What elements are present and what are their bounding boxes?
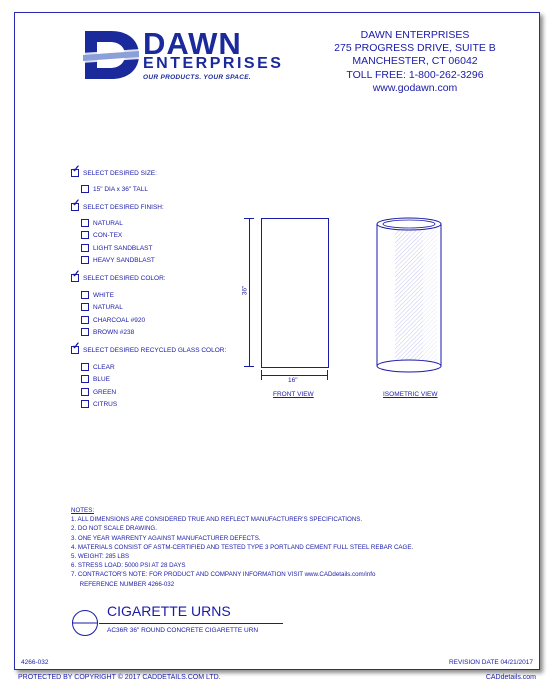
title-block [71,601,291,651]
size-option-checkbox[interactable] [81,185,89,193]
glass-heading[interactable]: ✓SELECT DESIRED RECYCLED GLASS COLOR: [71,346,226,355]
finish-heading-checkbox[interactable] [71,203,79,211]
color-option-checkbox[interactable] [81,328,89,336]
front-view-label: FRONT VIEW [273,391,314,398]
company-info [315,29,515,95]
drawing-title: CIGARETTE URNS [107,603,231,619]
color-heading[interactable]: ✓SELECT DESIRED COLOR: [71,274,166,283]
finish-heading[interactable]: ✓SELECT DESIRED FINISH: [71,203,164,212]
finish-option-checkbox[interactable] [81,219,89,227]
finish-option[interactable]: HEAVY SANDBLAST [81,256,155,265]
note-line: 5. WEIGHT: 285 LBS [71,553,130,561]
drawing-sheet [14,12,540,670]
glass-option[interactable]: GREEN [81,388,116,397]
company-phone: TOLL FREE: 1-800-262-3296 [346,68,484,81]
finish-option-checkbox[interactable] [81,256,89,264]
note-line: 2. DO NOT SCALE DRAWING. [71,525,157,533]
finish-option[interactable]: LIGHT SANDBLAST [81,244,152,253]
finish-option[interactable]: NATURAL [81,219,123,228]
note-line: REFERENCE NUMBER 4266-032 [71,580,175,588]
finish-option-checkbox[interactable] [81,231,89,239]
note-line: 3. ONE YEAR WARRENTY AGAINST MANUFACTURER DEFECTS. [71,534,261,542]
glass-option-checkbox[interactable] [81,400,89,408]
note-line: 6. STRESS LOAD: 5000 PSI AT 28 DAYS [71,562,186,570]
glass-option-checkbox[interactable] [81,388,89,396]
reference-number: 4266-032 [21,659,49,666]
company-logo [81,26,284,87]
height-dim-label: 36" [241,285,249,296]
color-option[interactable]: BROWN #238 [81,328,134,337]
glass-option[interactable]: BLUE [81,375,110,384]
company-name: DAWN ENTERPRISES [360,29,470,41]
glass-option[interactable]: CITRUS [81,400,117,409]
drawing-subtitle: AC36R 36" ROUND CONCRETE CIGARETTE URN [107,627,259,634]
title-circle-icon [71,609,99,637]
glass-option[interactable]: CLEAR [81,363,115,372]
color-option-checkbox[interactable] [81,291,89,299]
note-line: 1. ALL DIMENSIONS ARE CONSIDERED TRUE AND REFLECT MANUFACTURER'S SPECIFICATIONS. [71,516,363,524]
revision-date: REVISION DATE 04/21/2017 [448,659,533,666]
color-option[interactable]: CHARCOAL #920 [81,316,145,325]
width-dim-tick-left [261,370,262,380]
isometric-view-label: ISOMETRIC VIEW [383,391,438,398]
finish-option-checkbox[interactable] [81,244,89,252]
caddetails-link[interactable]: CADdetails.com [485,674,536,681]
logo-word-enterprises: ENTERPRISES [143,55,284,72]
finish-option[interactable]: CON-TEX [81,231,122,240]
notes-section [71,506,413,589]
glass-heading-checkbox[interactable] [71,346,79,354]
logo-mark-icon [81,29,143,81]
title-underline [99,623,283,624]
copyright-bar [0,672,550,688]
company-web[interactable]: www.godawn.com [372,81,458,94]
height-dim-tick-top [244,218,254,219]
color-option[interactable]: WHITE [81,291,114,300]
width-dim-line [261,375,328,376]
color-option[interactable]: NATURAL [81,303,123,312]
notes-heading: NOTES: [71,507,95,514]
height-dim-line [249,218,250,366]
color-option-checkbox[interactable] [81,316,89,324]
company-address1: 275 PROGRESS DRIVE, SUITE B [334,42,496,55]
glass-option-checkbox[interactable] [81,375,89,383]
height-dim-tick-bottom [244,366,254,367]
color-heading-checkbox[interactable] [71,274,79,282]
copyright-text: PROTECTED BY COPYRIGHT © 2017 CADDETAILS.COM LTD. [18,674,221,681]
color-option-checkbox[interactable] [81,303,89,311]
note-line: 7. CONTRACTOR'S NOTE: FOR PRODUCT AND COMPANY INFORMATION VISIT www.CADdetails.com/info [71,571,376,579]
glass-option-checkbox[interactable] [81,363,89,371]
isometric-view-cylinder [375,216,443,376]
logo-tagline: OUR PRODUCTS. YOUR SPACE. [143,74,252,81]
width-dim-tick-right [327,370,328,380]
size-heading-checkbox[interactable] [71,169,79,177]
width-dim-label: 16" [288,377,298,384]
size-option[interactable]: 15" DIA x 36" TALL [81,185,148,194]
logo-word-dawn: DAWN [143,26,242,61]
front-view-rect [261,218,329,368]
note-line: 4. MATERIALS CONSIST OF ASTM-CERTIFIED AND TESTED TYPE 3 PORTLAND CEMENT FULL STEEL REBAR CAGE. [71,543,414,551]
company-address2: MANCHESTER, CT 06042 [352,55,478,68]
size-heading[interactable]: ✓SELECT DESIRED SIZE: [71,169,157,178]
